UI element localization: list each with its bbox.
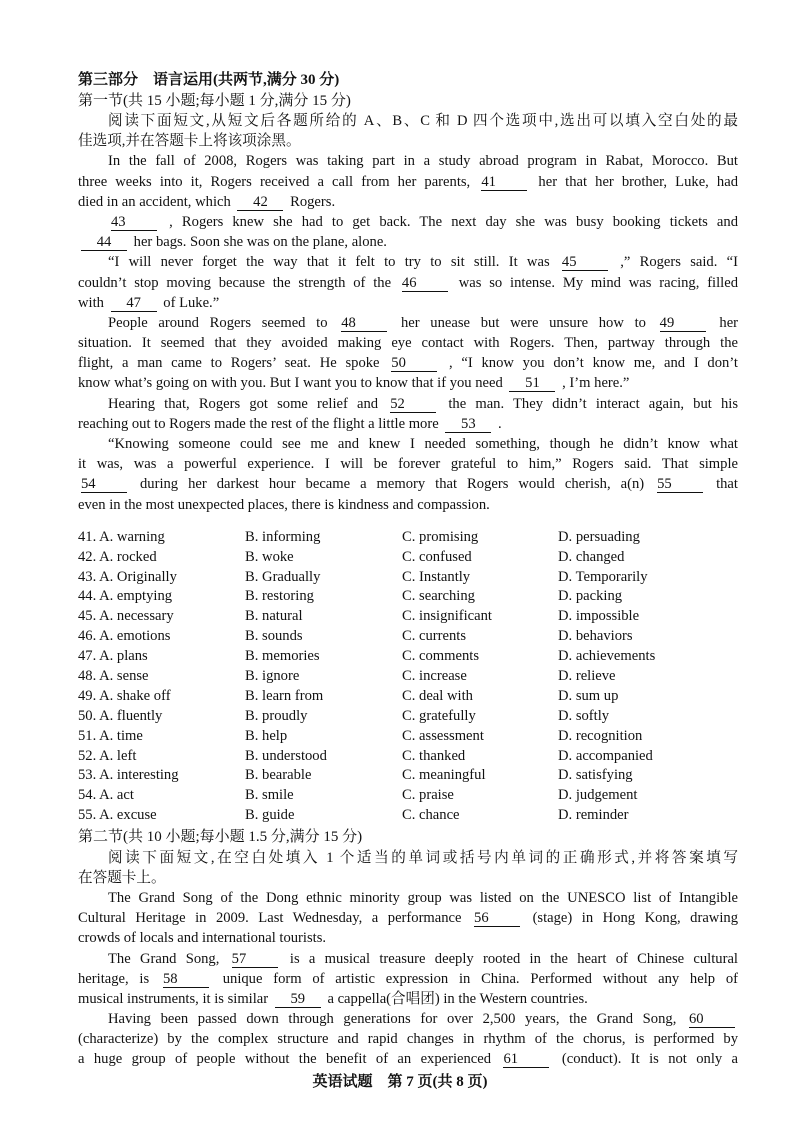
section1-passage <box>78 151 738 514</box>
blank-44: 44 <box>81 235 127 251</box>
text-segment: her bags. Soon she was on the plane, alone. <box>133 234 387 251</box>
question-48-options <box>78 667 738 687</box>
option-D: D. satisfying <box>558 767 633 784</box>
option-D: D. relieve <box>558 667 616 684</box>
text-segment: 阅读下面短文,从短文后各题所给的 A、B、C 和 D 四个选项中,选出可以填入空白处的最 <box>108 113 738 129</box>
question-44-options <box>78 587 738 607</box>
text-segment: 阅读下面短文,在空白处填入 1 个适当的单词或括号内单词的正确形式,并将答案填写 <box>108 849 738 866</box>
text-segment: couldn’t stop moving because the strength of the <box>78 274 392 291</box>
text-segment: musical instruments, it is similar <box>78 990 269 1007</box>
option-A: 51. A. time <box>78 727 143 744</box>
blank-41: 41 <box>481 175 527 191</box>
text-line <box>78 394 738 414</box>
blank-54: 54 <box>81 477 127 493</box>
text-segment: the man. They didn’t interact again, but his <box>448 395 738 412</box>
text-segment: situation. It seemed that they avoided making eye contact with Rogers. Then, partway through the <box>78 335 738 352</box>
text-segment: The Grand Song, <box>108 950 220 967</box>
option-C: C. meaningful <box>402 767 486 784</box>
text-segment: In the fall of 2008, Rogers was taking part in a study abroad program in Rabat, Morocco. But <box>108 153 738 170</box>
text-line <box>78 333 738 353</box>
text-line <box>78 989 738 1009</box>
option-A: 55. A. excuse <box>78 807 157 824</box>
blank-60: 60 <box>689 1012 735 1028</box>
option-B: B. guide <box>245 807 295 824</box>
option-B: B. sounds <box>245 628 303 645</box>
question-43-options <box>78 568 738 588</box>
option-A: 41. A. warning <box>78 528 165 545</box>
text-segment: , Rogers knew she had to get back. The next day she was busy booking tickets and <box>169 213 738 230</box>
text-segment: with <box>78 294 104 311</box>
option-B: B. woke <box>245 548 294 565</box>
option-D: D. judgement <box>558 787 638 804</box>
option-B: B. restoring <box>245 588 314 605</box>
blank-51: 51 <box>509 376 555 392</box>
text-segment: during her darkest hour became a memory that Rogers would cherish, a(n) <box>139 476 645 493</box>
option-D: D. softly <box>558 707 610 724</box>
option-C: C. searching <box>402 588 475 605</box>
option-C: C. chance <box>402 807 460 824</box>
option-C: C. gratefully <box>402 707 476 724</box>
text-line <box>78 353 738 373</box>
text-line <box>78 313 738 333</box>
option-B: B. memories <box>245 648 320 665</box>
option-D: D. persuading <box>558 528 640 545</box>
option-A: 47. A. plans <box>78 648 148 665</box>
blank-48: 48 <box>341 316 387 332</box>
text-segment: (characterize) by the complex structure and rapid changes in rhythm of the chorus, is performed by <box>78 1031 738 1048</box>
text-segment: that <box>716 476 738 493</box>
text-segment: Cultural Heritage in 2009. Last Wednesday, a performance <box>78 910 462 927</box>
option-A: 42. A. rocked <box>78 548 157 565</box>
text-line <box>78 434 738 454</box>
option-B: B. informing <box>245 528 321 545</box>
text-segment: reaching out to Rogers made the rest of the flight a little more <box>78 415 439 432</box>
question-47-options <box>78 647 738 667</box>
question-53-options <box>78 766 738 786</box>
text-segment: Rogers. <box>290 193 336 210</box>
text-segment: it was, was a powerful experience. I will be forever grateful to him,” Rogers said. That simple <box>78 456 738 473</box>
blank-49: 49 <box>660 316 706 332</box>
text-segment: know what’s going on with you. But I want you to know that if you need <box>78 375 503 392</box>
text-segment: unique form of artistic expression in China. Performed without any help of <box>222 970 738 987</box>
text-segment: her unease but were unsure how to <box>400 314 646 331</box>
text-line <box>78 1029 738 1049</box>
text-segment: (conduct). It is not only a <box>561 1051 738 1068</box>
option-C: C. promising <box>402 528 479 545</box>
section1-heading: 第一节(共 15 小题;每小题 1 分,满分 15 分) <box>78 92 351 109</box>
part-heading: 第三部分 语言运用(共两节,满分 30 分) <box>78 72 340 88</box>
text-segment: flight, a man came to Rogers’ seat. He spoke <box>78 355 380 372</box>
option-B: B. natural <box>245 608 303 625</box>
text-segment: People around Rogers seemed to <box>108 314 328 331</box>
option-C: C. praise <box>402 787 454 804</box>
text-segment: 在答题卡上。 <box>78 869 166 886</box>
blank-55: 55 <box>657 477 703 493</box>
option-C: C. confused <box>402 548 472 565</box>
text-line <box>78 495 738 515</box>
option-B: B. help <box>245 727 288 744</box>
text-segment: her that her brother, Luke, had <box>538 173 738 190</box>
text-segment: ,” Rogers said. “I <box>620 254 738 271</box>
option-A: 46. A. emotions <box>78 628 171 645</box>
exam-page <box>78 70 738 1070</box>
text-segment: “Knowing someone could see me and knew I needed something, though he didn’t know what <box>108 436 738 452</box>
option-A: 53. A. interesting <box>78 767 179 784</box>
section2-heading: 第二节(共 10 小题;每小题 1.5 分,满分 15 分) <box>78 829 363 846</box>
text-line <box>78 908 738 928</box>
option-D: D. impossible <box>558 608 640 625</box>
text-segment: a huge group of people without the benefit of an experienced <box>78 1051 492 1068</box>
question-42-options <box>78 548 738 568</box>
option-B: B. Gradually <box>245 568 321 585</box>
text-line <box>78 454 738 474</box>
text-segment: was so intense. My mind was racing, filled <box>458 274 738 291</box>
text-line <box>78 1009 738 1029</box>
section2-instructions <box>78 848 738 888</box>
blank-56: 56 <box>474 911 520 927</box>
blank-43: 43 <box>111 215 157 231</box>
blank-50: 50 <box>391 356 437 372</box>
blank-45: 45 <box>562 255 608 271</box>
option-D: D. changed <box>558 548 625 565</box>
text-line <box>78 373 738 393</box>
blank-59: 59 <box>275 992 321 1008</box>
text-segment: heritage, is <box>78 970 150 987</box>
text-line <box>78 868 738 888</box>
option-A: 43. A. Originally <box>78 568 177 585</box>
text-segment: her <box>719 314 738 331</box>
question-50-options <box>78 707 738 727</box>
question-46-options <box>78 627 738 647</box>
option-D: D. recognition <box>558 727 643 744</box>
text-line <box>78 111 738 131</box>
text-line <box>78 192 738 212</box>
text-segment: even in the most unexpected places, there is kindness and compassion. <box>78 496 490 513</box>
option-A: 44. A. emptying <box>78 588 173 605</box>
blank-61: 61 <box>503 1052 549 1068</box>
text-line <box>78 212 738 232</box>
option-B: B. learn from <box>245 687 324 704</box>
option-C: C. assessment <box>402 727 484 744</box>
question-45-options <box>78 607 738 627</box>
text-line <box>78 969 738 989</box>
option-B: B. bearable <box>245 767 312 784</box>
question-41-options <box>78 528 738 548</box>
question-54-options <box>78 786 738 806</box>
option-B: B. understood <box>245 747 327 764</box>
text-segment: , “I know you don’t know me, and I don’t <box>449 355 738 372</box>
text-line <box>78 273 738 293</box>
option-C: C. Instantly <box>402 568 471 585</box>
option-A: 49. A. shake off <box>78 687 171 704</box>
text-segment: , I’m here.” <box>562 375 630 392</box>
page-footer: 英语试题 第 7 页(共 8 页) <box>312 1074 488 1090</box>
text-segment: The Grand Song of the Dong ethnic minority group was listed on the UNESCO list of Intangible <box>108 889 738 906</box>
text-line <box>78 131 738 151</box>
blank-57: 57 <box>232 952 278 968</box>
option-C: C. increase <box>402 667 467 684</box>
option-B: B. smile <box>245 787 294 804</box>
text-line <box>78 1049 738 1069</box>
option-D: D. behaviors <box>558 628 633 645</box>
blank-58: 58 <box>163 972 209 988</box>
option-C: C. currents <box>402 628 467 645</box>
option-A: 52. A. left <box>78 747 137 764</box>
option-C: C. insignificant <box>402 608 492 625</box>
text-line <box>78 474 738 494</box>
section1-instructions <box>78 111 738 151</box>
question-55-options <box>78 806 738 826</box>
text-segment: three weeks into it, Rogers received a call from her parents, <box>78 173 471 190</box>
option-D: D. reminder <box>558 807 629 824</box>
option-C: C. deal with <box>402 687 473 704</box>
text-line <box>78 888 738 908</box>
text-line <box>78 949 738 969</box>
text-segment: Hearing that, Rogers got some relief and <box>108 395 379 412</box>
option-D: D. Temporarily <box>558 568 648 585</box>
option-A: 50. A. fluently <box>78 707 163 724</box>
text-segment: of Luke.” <box>163 294 220 311</box>
option-B: B. ignore <box>245 667 300 684</box>
option-A: 54. A. act <box>78 787 134 804</box>
option-C: C. thanked <box>402 747 466 764</box>
text-segment: a cappella(合唱团) in the Western countries. <box>327 990 588 1007</box>
text-line <box>78 232 738 252</box>
option-A: 48. A. sense <box>78 667 149 684</box>
blank-47: 47 <box>111 296 157 312</box>
text-segment: (stage) in Hong Kong, drawing <box>532 910 738 927</box>
text-line <box>78 414 738 434</box>
text-segment: “I will never forget the way that it felt to try to sit still. It was <box>108 254 550 271</box>
text-segment: is a musical treasure deeply rooted in the heart of Chinese cultural <box>289 950 738 967</box>
option-B: B. proudly <box>245 707 308 724</box>
blank-52: 52 <box>390 397 436 413</box>
blank-42: 42 <box>237 195 283 211</box>
text-segment: 佳选项,并在答题卡上将该项涂黑。 <box>78 133 301 150</box>
option-D: D. sum up <box>558 687 619 704</box>
text-segment: died in an accident, which <box>78 193 231 210</box>
text-line <box>78 252 738 272</box>
text-line <box>78 848 738 868</box>
text-segment: crowds of locals and international tourists. <box>78 930 327 947</box>
text-line <box>78 151 738 171</box>
option-D: D. packing <box>558 588 623 605</box>
section2-passage <box>78 888 738 1070</box>
text-line <box>78 293 738 313</box>
question-51-options <box>78 727 738 747</box>
option-D: D. achievements <box>558 648 656 665</box>
text-line <box>78 928 738 948</box>
text-segment: Having been passed down through generations for over 2,500 years, the Grand Song, <box>108 1011 677 1028</box>
text-segment: . <box>498 415 502 432</box>
question-49-options <box>78 687 738 707</box>
option-C: C. comments <box>402 648 480 665</box>
blank-53: 53 <box>445 417 491 433</box>
option-A: 45. A. necessary <box>78 608 174 625</box>
question-52-options <box>78 747 738 767</box>
blank-46: 46 <box>402 276 448 292</box>
text-line <box>78 172 738 192</box>
section1-options <box>78 528 738 826</box>
option-D: D. accompanied <box>558 747 653 764</box>
